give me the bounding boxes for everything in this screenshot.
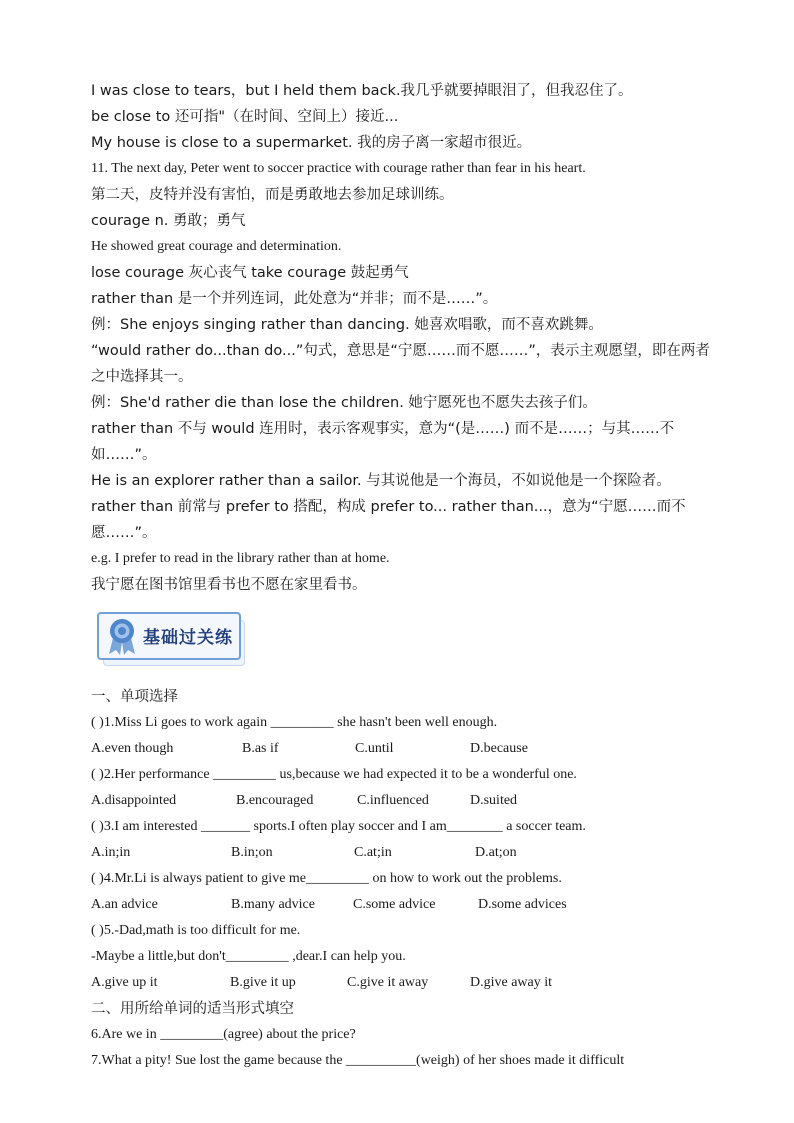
note-line: I was close to tears，but I held them back.我几乎就要掉眼泪了，但我忍住了。 [91, 83, 633, 99]
option-d: D.give away it [470, 975, 553, 990]
section-heading: 二、用所给单词的适当形式填空 [91, 1001, 294, 1017]
question-stem-continued: -Maybe a little,but don't_________ ,dear.I can help you. [91, 949, 406, 964]
sentence-11: 11. The next day, Peter went to soccer practice with courage rather than fear in his heart. [91, 161, 586, 176]
question-7: 7.What a pity! Sue lost the game because the __________(weigh) of her shoes made it difficult [91, 1053, 625, 1068]
note-line: 第二天，皮特并没有害怕，而是勇敢地去参加足球训练。 [91, 187, 454, 203]
note-line: 我宁愿在图书馆里看书也不愿在家里看书。 [91, 577, 367, 593]
option-d: D.at;on [475, 845, 517, 860]
document-page [91, 78, 711, 1074]
note-line: be close to 还可指"（在时间、空间上）接近... [91, 109, 399, 125]
options-row [91, 788, 711, 814]
vocab-courage: courage n. 勇敢；勇气 [91, 213, 246, 229]
example-line: 例：She'd rather die than lose the children. 她宁愿死也不愿失去孩子们。 [91, 395, 597, 411]
option-b: B.give it up [230, 975, 296, 990]
note-line: rather than 是一个并列连词，此处意为“并非；而不是……”。 [91, 291, 498, 307]
option-c: C.until [355, 741, 394, 756]
section-banner [91, 606, 711, 678]
option-c: C.give it away [347, 975, 429, 990]
example-line: He is an explorer rather than a sailor. 与其说他是一个海员，不如说他是一个探险者。 [91, 473, 671, 489]
banner-title: 基础过关练 [143, 628, 233, 648]
options-row [91, 970, 711, 996]
option-a: A.disappointed [91, 793, 177, 808]
option-b: B.many advice [231, 897, 315, 912]
question-stem: ( )5.-Dad,math is too difficult for me. [91, 923, 301, 938]
phrase-line: lose courage 灰心丧气 take courage 鼓起勇气 [91, 265, 409, 281]
option-c: C.influenced [357, 793, 429, 808]
question-stem: ( )4.Mr.Li is always patient to give me_________ on how to work out the problems. [91, 871, 562, 886]
note-line: rather than 前常与 prefer to 搭配，构成 prefer to... rather than...，意为“宁愿……而不愿……”。 [91, 499, 686, 541]
question-stem: ( )2.Her performance _________ us,because we had expected it to be a wonderful one. [91, 767, 577, 782]
option-b: B.encouraged [236, 793, 314, 808]
example-line: e.g. I prefer to read in the library rather than at home. [91, 551, 390, 566]
question-stem: ( )3.I am interested _______ sports.I often play soccer and I am________ a soccer team. [91, 819, 586, 834]
options-row [91, 840, 711, 866]
option-c: C.some advice [353, 897, 436, 912]
option-c: C.at;in [354, 845, 392, 860]
options-row [91, 892, 711, 918]
section-heading: 一、单项选择 [91, 689, 178, 705]
options-row [91, 736, 711, 762]
option-a: A.an advice [91, 897, 158, 912]
option-a: A.give up it [91, 975, 158, 990]
medal-icon [105, 616, 139, 656]
note-line: rather than 不与 would 连用时，表示客观事实，意为“(是……) 而不是……；与其……不如……”。 [91, 421, 675, 463]
question-6: 6.Are we in _________(agree) about the price? [91, 1027, 356, 1042]
option-d: D.some advices [478, 897, 567, 912]
option-b: B.in;on [231, 845, 273, 860]
example-line: 例：She enjoys singing rather than dancing. 她喜欢唱歌，而不喜欢跳舞。 [91, 317, 603, 333]
option-b: B.as if [242, 741, 279, 756]
option-d: D.because [470, 741, 528, 756]
question-stem: ( )1.Miss Li goes to work again _________ she hasn't been well enough. [91, 715, 498, 730]
note-line: My house is close to a supermarket. 我的房子离一家超市很近。 [91, 135, 532, 151]
option-a: A.even though [91, 741, 174, 756]
note-line: “would rather do...than do...”句式，意思是“宁愿……而不愿……”，表示主观愿望，即在两者之中选择其一。 [91, 343, 710, 385]
option-d: D.suited [470, 793, 518, 808]
option-a: A.in;in [91, 845, 131, 860]
example-line: He showed great courage and determination. [91, 239, 342, 254]
